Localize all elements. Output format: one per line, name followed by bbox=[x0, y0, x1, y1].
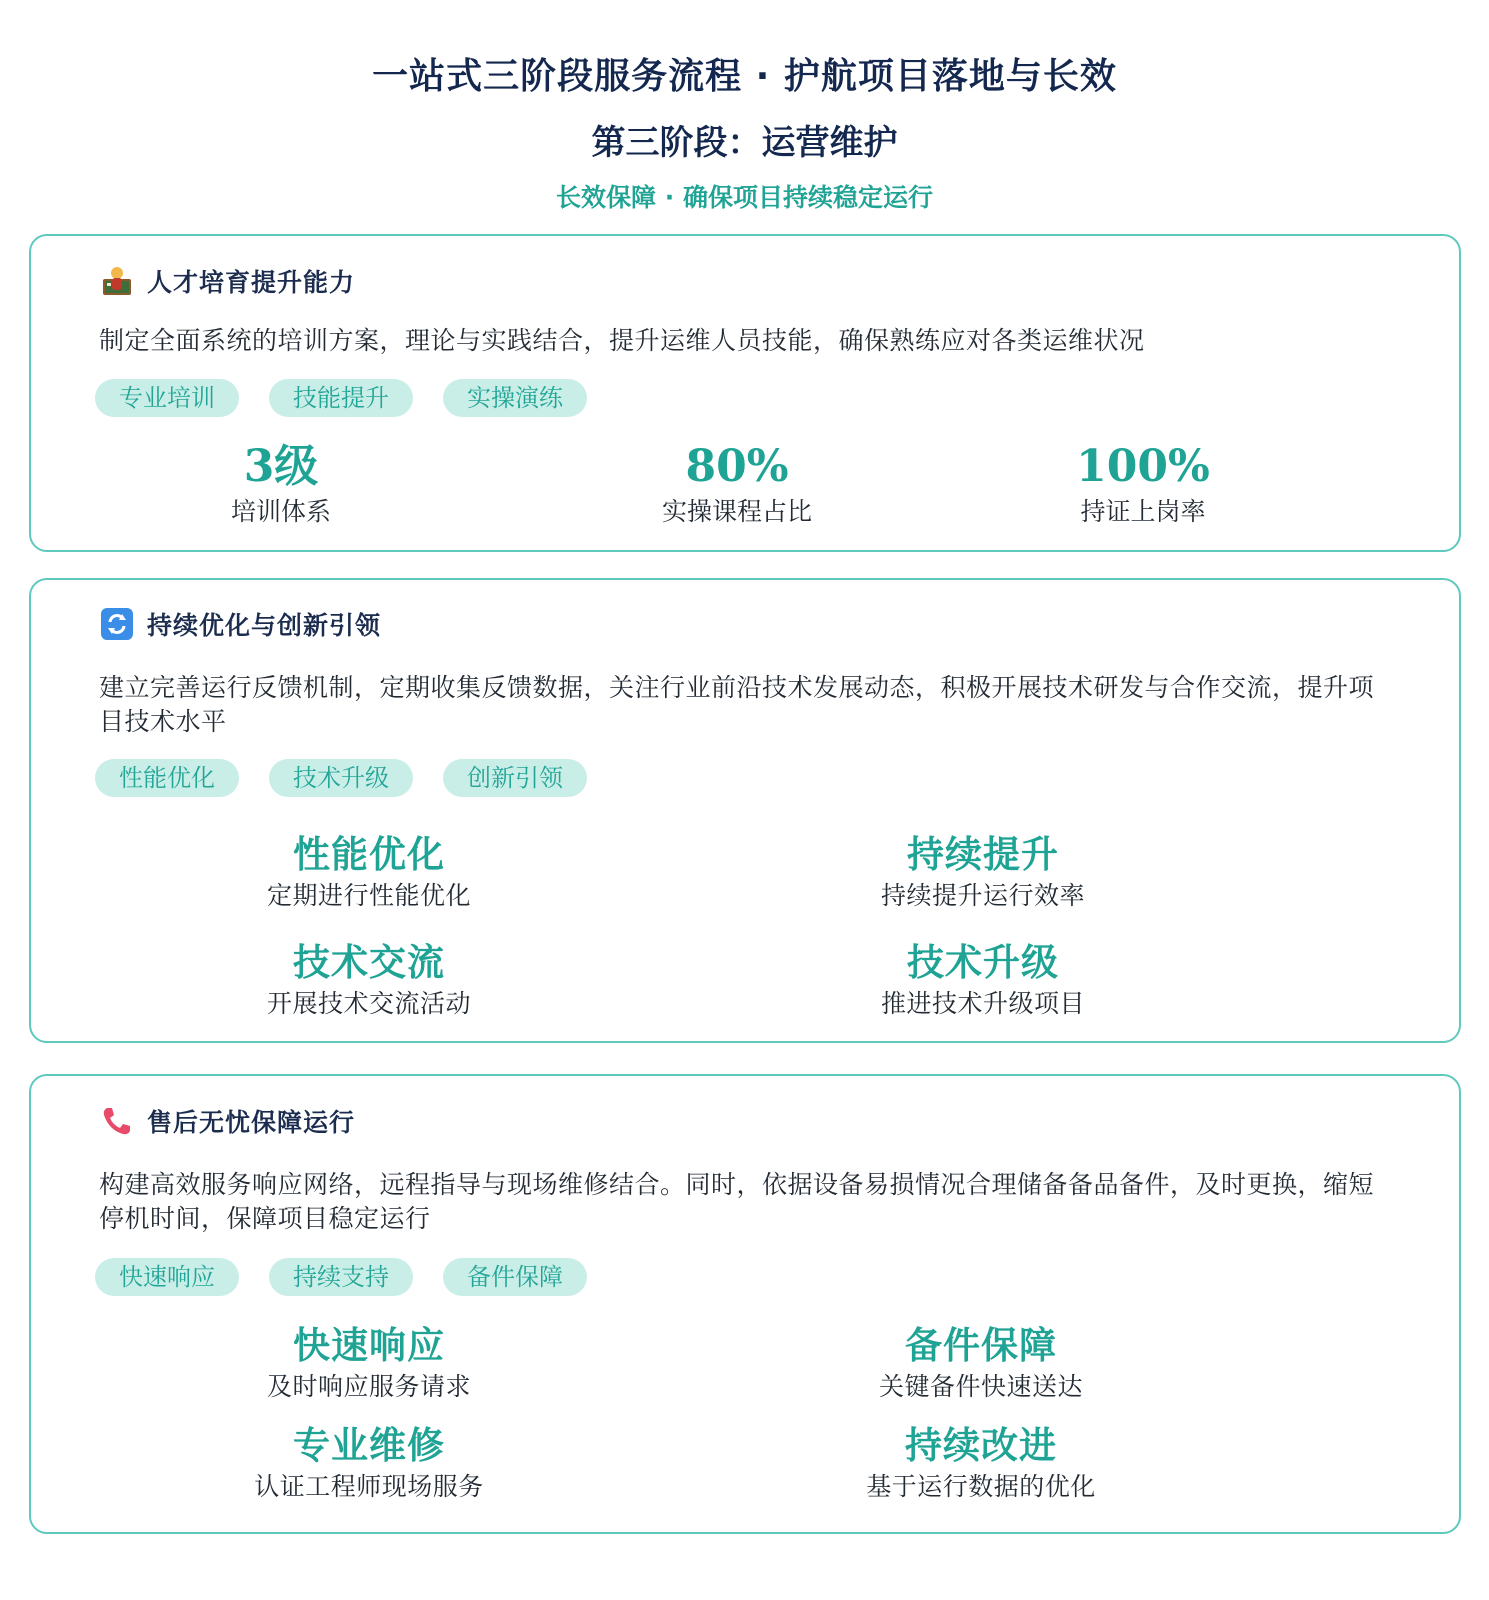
feature-item bbox=[159, 1421, 579, 1505]
tag-list bbox=[95, 1258, 617, 1296]
stat-label: 持证上岗率 bbox=[1080, 497, 1206, 526]
tag: 创新引领 bbox=[443, 759, 587, 797]
stat-value: 80% bbox=[685, 441, 789, 492]
tag: 技术升级 bbox=[269, 759, 413, 797]
card-description: 建立完善运行反馈机制，定期收集反馈数据，关注行业前沿技术发展动态，积极开展技术研发与合作交流，提升项目技术水平 bbox=[99, 673, 1375, 736]
tag: 性能优化 bbox=[95, 759, 239, 797]
card-title: 持续优化与创新引领 bbox=[147, 611, 382, 640]
feature-title: 技术交流 bbox=[293, 940, 445, 984]
feature-title: 持续提升 bbox=[907, 832, 1059, 876]
feature-title: 技术升级 bbox=[907, 940, 1059, 984]
feature-item bbox=[159, 1321, 579, 1405]
feature-item bbox=[771, 1321, 1191, 1405]
feature-desc: 持续提升运行效率 bbox=[880, 881, 1085, 910]
feature-item bbox=[773, 830, 1193, 914]
feature-title: 性能优化 bbox=[293, 832, 445, 876]
main-title: 一站式三阶段服务流程 · 护航项目落地与长效 bbox=[372, 56, 1117, 97]
tag: 技能提升 bbox=[269, 379, 413, 417]
feature-item bbox=[159, 938, 579, 1022]
tag-list bbox=[95, 379, 617, 417]
card-header bbox=[101, 604, 381, 644]
stat-item bbox=[101, 441, 461, 531]
feature-desc: 开展技术交流活动 bbox=[266, 989, 471, 1018]
phase-title: 第三阶段：运营维护 bbox=[591, 123, 898, 163]
phone-icon bbox=[101, 1105, 133, 1137]
feature-desc: 基于运行数据的优化 bbox=[866, 1472, 1096, 1501]
tag: 实操演练 bbox=[443, 379, 587, 417]
card-title: 售后无忧保障运行 bbox=[147, 1108, 356, 1137]
tag: 专业培训 bbox=[95, 379, 239, 417]
stat-label: 培训体系 bbox=[230, 497, 331, 526]
card-title: 人才培育提升能力 bbox=[147, 268, 356, 297]
card-header bbox=[101, 261, 355, 301]
card-description: 制定全面系统的培训方案，理论与实践结合，提升运维人员技能，确保熟练应对各类运维状况 bbox=[99, 326, 1145, 355]
feature-item bbox=[773, 938, 1193, 1022]
card-after-sales bbox=[29, 1074, 1461, 1534]
tag-list bbox=[95, 759, 617, 797]
card-header bbox=[101, 1101, 355, 1141]
feature-title: 快速响应 bbox=[293, 1323, 445, 1367]
card-description: 构建高效服务响应网络，远程指导与现场维修结合。同时，依据设备易损情况合理储备备品备件，及时更换，缩短停机时间，保障项目稳定运行 bbox=[99, 1170, 1375, 1233]
feature-item bbox=[159, 830, 579, 914]
stat-value: 3级 bbox=[243, 441, 319, 492]
phase-subtitle: 长效保障 · 确保项目持续稳定运行 bbox=[556, 183, 933, 212]
stat-value: 100% bbox=[1076, 441, 1210, 492]
stat-label: 实操课程占比 bbox=[661, 497, 812, 526]
feature-desc: 定期进行性能优化 bbox=[266, 881, 471, 910]
stat-item bbox=[557, 441, 917, 531]
refresh-icon bbox=[101, 608, 133, 640]
feature-title: 专业维修 bbox=[293, 1423, 445, 1467]
feature-title: 持续改进 bbox=[905, 1423, 1057, 1467]
feature-desc: 推进技术升级项目 bbox=[880, 989, 1085, 1018]
feature-desc: 及时响应服务请求 bbox=[266, 1372, 471, 1401]
tag: 持续支持 bbox=[269, 1258, 413, 1296]
feature-desc: 认证工程师现场服务 bbox=[254, 1472, 484, 1501]
stat-item bbox=[963, 441, 1323, 531]
card-optimization-innovation bbox=[29, 578, 1461, 1043]
feature-title: 备件保障 bbox=[905, 1323, 1057, 1367]
tag: 快速响应 bbox=[95, 1258, 239, 1296]
card-talent-training bbox=[29, 234, 1461, 552]
feature-desc: 关键备件快速送达 bbox=[878, 1372, 1083, 1401]
tag: 备件保障 bbox=[443, 1258, 587, 1296]
teacher-icon bbox=[101, 265, 133, 297]
feature-item bbox=[771, 1421, 1191, 1505]
